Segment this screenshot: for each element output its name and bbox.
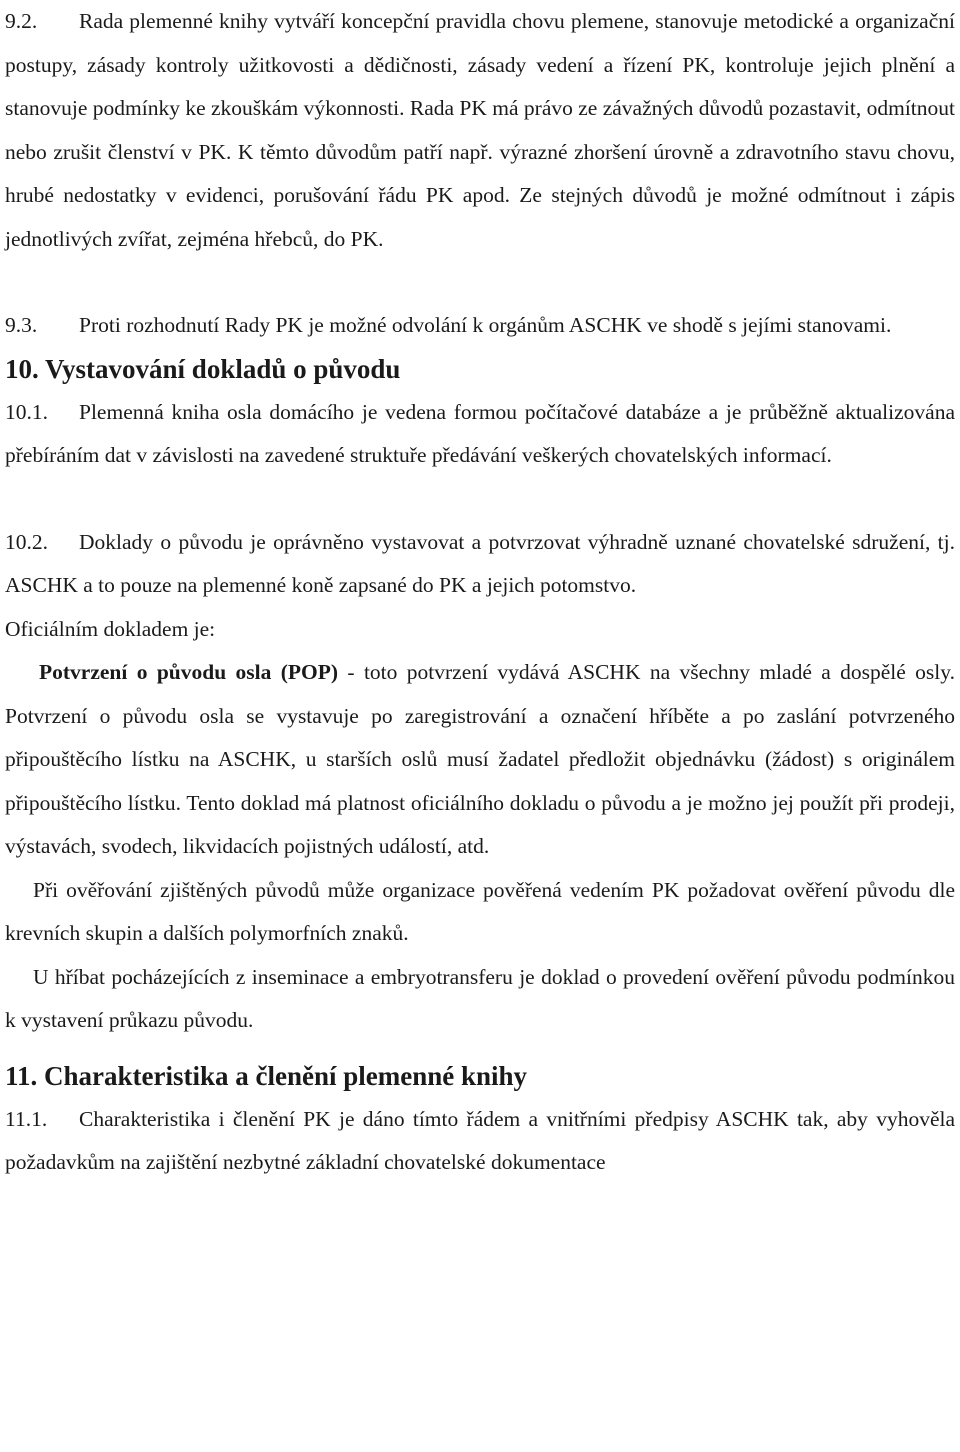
- paragraph-11-1: [5, 1098, 955, 1185]
- paragraph-9-3: [5, 304, 955, 348]
- heading-11: 11. Charakteristika a členění plemenné knihy: [5, 1060, 528, 1091]
- section-text: Proti rozhodnutí Rady PK je možné odvolání k orgánům ASCHK ve shodě s jejími stanovami.: [79, 313, 892, 337]
- section-number: 10.1.: [5, 399, 48, 424]
- section-text: Rada plemenné knihy vytváří koncepční pravidla chovu plemene, stanovuje metodické a organizační postupy, zásady kontroly užitkovosti a dědičnosti, zásady vedení a řízení PK, kontroluje jejich plnění a stanovuje podmínky ke zkouškám výkonnosti. Rada PK má právo ze závažných důvodů pozastavit, odmítnout nebo zrušit členství v PK. K těmto důvodům patří např. výrazné zhoršení úrovně a zdravotního stavu chovu, hrubé nedostatky v evidenci, porušování řádu PK apod. Ze stejných důvodů je možné odmítnout i zápis jednotlivých zvířat, zejména hřebců, do PK.: [5, 9, 955, 251]
- section-text: Plemenná kniha osla domácího je vedena formou počítačové databáze a je průběžně aktualizována přebíráním dat v závislosti na zavedené struktuře předávání veškerých chovatelských informací.: [5, 399, 955, 467]
- official-document-label: Oficiálním dokladem je:: [5, 616, 216, 641]
- spacer: [5, 478, 955, 521]
- section-number: 10.2.: [5, 529, 48, 554]
- pop-term: Potvrzení o původu osla (POP): [39, 660, 339, 684]
- pop-paragraph: [5, 651, 955, 869]
- pop-text: - toto potvrzení vydává ASCHK na všechny mladé a dospělé osly. Potvrzení o původu osla se vystavuje po zaregistrování a označení hříběte a po zaslání potvrzeného připouštěcího lístku na ASCHK, u starších oslů musí žadatel předložit objednávku (žádost) s originálem připouštěcího lístku. Tento doklad má platnost oficiálního dokladu o původu a je možno jej použít při prodeji, výstavách, svodech, likvidacích pojistných událostí, atd.: [5, 660, 955, 858]
- paragraph-10-1: [5, 391, 955, 478]
- paragraph-10-2: [5, 521, 955, 608]
- spacer: [5, 1043, 955, 1055]
- section-number: 9.2.: [5, 9, 38, 33]
- section-text: Charakteristika i členění PK je dáno tímto řádem a vnitřními předpisy ASCHK tak, aby vyhověla požadavkům na zajištění nezbytné základní chovatelské dokumentace: [5, 1106, 955, 1174]
- insemination-paragraph: U hříbat pocházejících z inseminace a embryotransferu je doklad o provedení ověření původu podmínkou k vystavení průkazu původu.: [5, 964, 955, 1032]
- verification-paragraph: Při ověřování zjištěných původů může organizace pověřená vedením PK požadovat ověření původu dle krevních skupin a dalších polymorfních znaků.: [5, 877, 955, 945]
- paragraph-9-2: [5, 0, 955, 261]
- heading-10: 10. Vystavování dokladů o původu: [5, 353, 401, 384]
- section-number: 11.1.: [5, 1106, 48, 1131]
- section-number: 9.3.: [5, 313, 38, 337]
- spacer: [5, 261, 955, 304]
- section-text: Doklady o původu je oprávněno vystavovat a potvrzovat výhradně uznané chovatelské sdružení, tj. ASCHK a to pouze na plemenné koně zapsané do PK a jejich potomstvo.: [5, 529, 955, 597]
